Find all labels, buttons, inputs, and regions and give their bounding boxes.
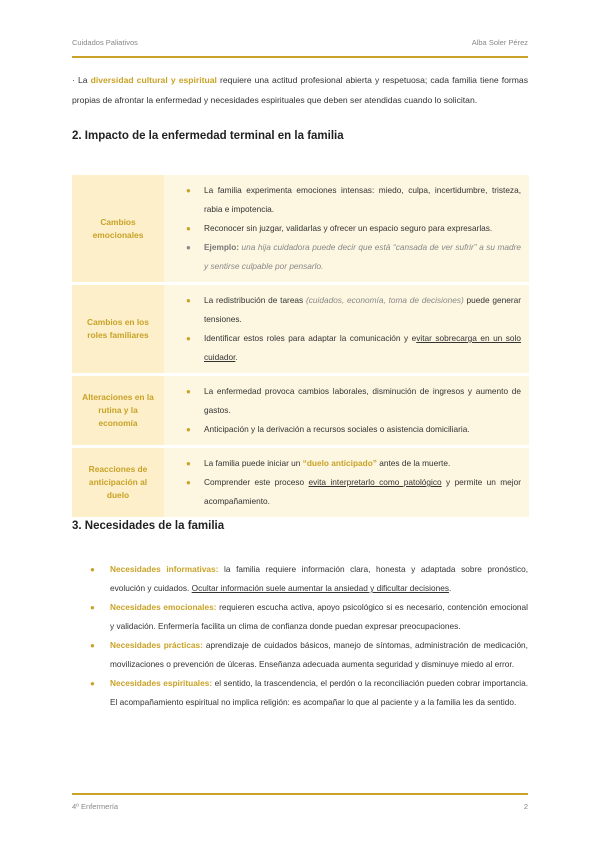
list-item xyxy=(186,454,521,473)
category-cell: Reacciones de anticipación al duelo xyxy=(72,448,164,517)
text-span: Identificar estos roles para adaptar la comunicación y e xyxy=(204,333,417,343)
intro-prefix: · La xyxy=(72,75,91,85)
description-cell xyxy=(164,175,529,282)
family-impact-table xyxy=(72,172,529,520)
list-item xyxy=(186,291,521,329)
example-text: una hija cuidadora puede decir que está “cansada de ver sufrir” a su madre y sentirse culpable por pensarlo. xyxy=(204,242,521,271)
intro-text: requiere una actitud profesional abierta y respetuosa; cada familia tiene formas propias de afrontar la enfermedad y necesidades espirituales que deben ser atendidas cuando lo solicitan. xyxy=(72,75,528,105)
page-number: 2 xyxy=(523,802,528,811)
list-item xyxy=(186,329,521,367)
list-item xyxy=(72,636,528,674)
table-row xyxy=(72,448,529,517)
list-item xyxy=(72,674,528,712)
text-span: . xyxy=(235,352,238,362)
page-header xyxy=(72,38,528,58)
list-item: ● La enfermedad provoca cambios laborales, disminución de ingresos y aumento de gastos. xyxy=(186,382,521,420)
intro-paragraph xyxy=(72,70,528,110)
need-label: Necesidades prácticas: xyxy=(110,640,203,650)
header-author: Alba Soler Pérez xyxy=(471,38,528,47)
header-course-title: Cuidados Paliativos xyxy=(72,38,138,47)
description-cell xyxy=(164,376,529,445)
list-item xyxy=(186,473,521,511)
need-label: Necesidades emocionales: xyxy=(110,602,217,612)
parenthetical-text: (cuidados, economía, toma de decisiones) xyxy=(305,295,464,305)
list-item: ● Anticipación y la derivación a recursos sociales o asistencia domiciliaria. xyxy=(186,420,521,439)
text-span: La redistribución de tareas xyxy=(204,295,306,305)
need-label: Necesidades espirituales: xyxy=(110,678,213,688)
example-label: Ejemplo: xyxy=(204,242,240,252)
list-item: ● Reconocer sin juzgar, validarlas y ofrecer un espacio seguro para expresarlas. xyxy=(186,219,521,238)
category-cell: Cambios emocionales xyxy=(72,175,164,282)
example-item xyxy=(186,238,521,276)
header-divider xyxy=(72,56,528,58)
family-needs-list xyxy=(72,560,528,712)
list-item xyxy=(72,598,528,636)
underlined-text: evita interpretarlo como patológico xyxy=(308,477,442,487)
text-span: La familia puede iniciar un xyxy=(204,458,303,468)
need-text: la familia requiere información clara, honesta y adaptada sobre pronóstico, evolución y cuidados. xyxy=(110,564,529,593)
need-label: Necesidades informativas: xyxy=(110,564,219,574)
list-item xyxy=(72,560,528,598)
description-cell xyxy=(164,448,529,517)
table-row xyxy=(72,285,529,373)
text-span: antes de la muerte. xyxy=(376,458,451,468)
intro-highlight: diversidad cultural y espiritual xyxy=(90,75,217,85)
description-cell xyxy=(164,285,529,373)
text-span: Comprender este proceso xyxy=(204,477,309,487)
need-text: requieren escucha activa, apoyo psicológico si es necesario, contención emocional y validación. Enfermería facilita un clima de confianza donde puedan expresar preocupaciones. xyxy=(110,602,528,631)
highlight-text: “duelo anticipado” xyxy=(302,458,377,468)
footer-divider xyxy=(72,793,528,795)
footer-course: 4º Enfermería xyxy=(72,802,119,811)
underlined-text: Ocultar información suele aumentar la ansiedad y dificultar decisiones xyxy=(191,583,449,593)
list-item: ● La familia experimenta emociones intensas: miedo, culpa, incertidumbre, tristeza, rabia e impotencia. xyxy=(186,181,521,219)
section-3-heading: 3. Necesidades de la familia xyxy=(72,520,225,532)
text-span: . xyxy=(448,583,452,593)
section-2-heading: 2. Impacto de la enfermedad terminal en la familia xyxy=(72,130,344,142)
table-row xyxy=(72,376,529,445)
category-cell: Alteraciones en la rutina y la economía xyxy=(72,376,164,445)
need-text: aprendizaje de cuidados básicos, manejo de síntomas, administración de medicación, movilizaciones o prevención de úlceras. Enseñanza adecuada aumenta seguridad y disminuye miedo al error. xyxy=(110,640,528,669)
table-row xyxy=(72,175,529,282)
category-cell: Cambios en los roles familiares xyxy=(72,285,164,373)
underlined-text: vitar sobrecarga en un solo cuidador xyxy=(204,333,521,362)
need-text: el sentido, la trascendencia, el perdón o la reconciliación pueden cobrar importancia. El acompañamiento espiritual no implica religión: es acompañar lo que al paciente y a la familia les da sentido. xyxy=(110,678,528,707)
text-span: y permite un mejor acompañamiento. xyxy=(204,477,522,506)
text-span: puede generar tensiones. xyxy=(204,295,521,324)
